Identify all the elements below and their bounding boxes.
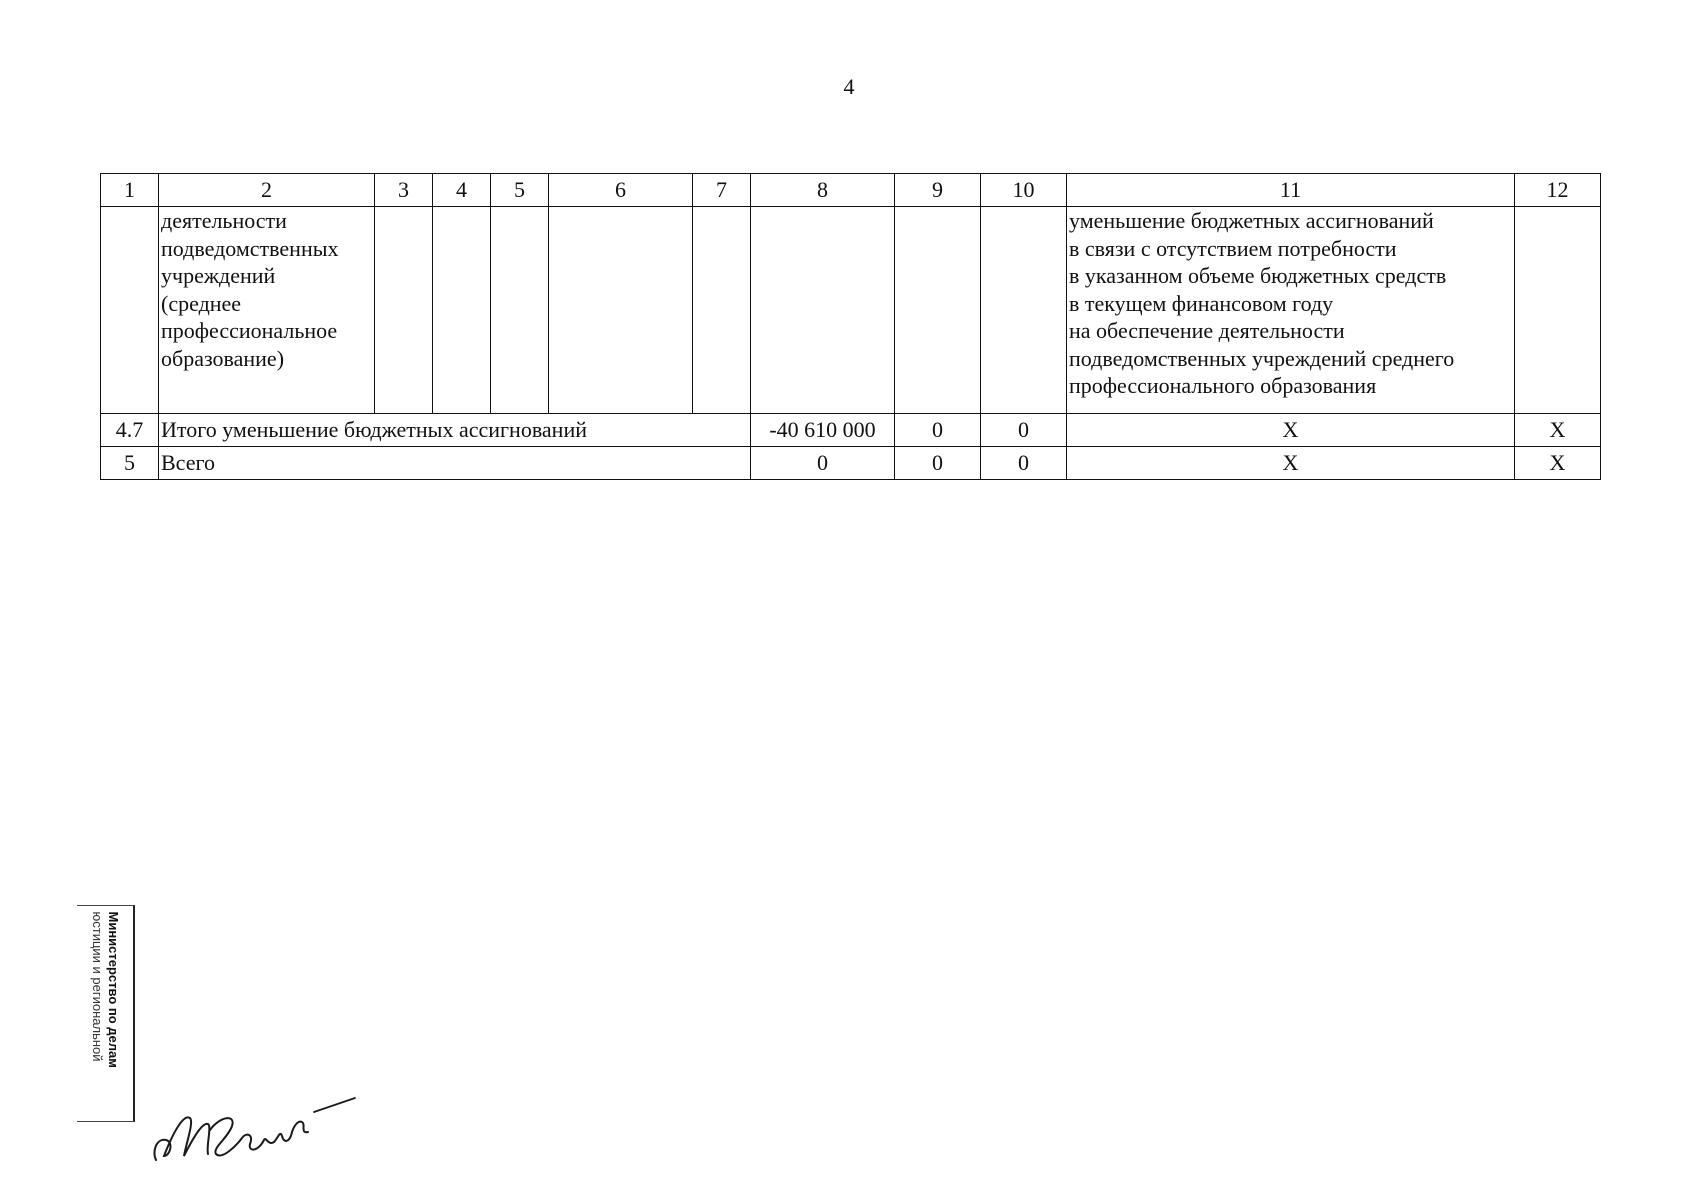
- cell-col8: [751, 207, 895, 414]
- cell-col12: [1515, 207, 1601, 414]
- row-number: 5: [101, 447, 159, 480]
- column-header-5: 5: [491, 174, 549, 207]
- description-line: образование): [161, 345, 285, 371]
- column-header-3: 3: [375, 174, 433, 207]
- description-line: подведомственных: [161, 235, 339, 261]
- cell-col10-amount: 0: [981, 447, 1067, 480]
- registration-stamp: [77, 905, 135, 1122]
- cell-col10: [981, 207, 1067, 414]
- cell-col7: [693, 207, 751, 414]
- budget-table: [100, 173, 1601, 480]
- cell-col4: [433, 207, 491, 414]
- column-header-7: 7: [693, 174, 751, 207]
- justification-line: в текущем финансовом году: [1069, 290, 1334, 316]
- description-line: (среднее: [161, 290, 242, 316]
- column-header-6: 6: [549, 174, 693, 207]
- column-header-2: 2: [159, 174, 375, 207]
- cell-col5: [491, 207, 549, 414]
- table-row-grand-total: [101, 447, 1601, 480]
- cell-col12-mark: Х: [1515, 414, 1601, 447]
- justification-line: профессионального образования: [1069, 373, 1377, 398]
- cell-col9: [895, 207, 981, 414]
- cell-col11-justification: [1067, 207, 1515, 414]
- column-header-1: 1: [101, 174, 159, 207]
- cell-col8-amount: -40 610 000: [751, 414, 895, 447]
- table-row-continuation: [101, 207, 1601, 414]
- description-line: профессиональное: [161, 318, 338, 343]
- column-header-8: 8: [751, 174, 895, 207]
- cell-col11-mark: Х: [1067, 414, 1515, 447]
- row-label: Итого уменьшение бюджетных ассигнований: [159, 414, 751, 447]
- justification-line: подведомственных учреждений среднего: [1069, 345, 1455, 371]
- cell-col2-description: [159, 207, 375, 414]
- column-header-9: 9: [895, 174, 981, 207]
- signature-icon: [150, 1060, 370, 1170]
- cell-col8-amount: 0: [751, 447, 895, 480]
- stamp-text: [89, 911, 121, 1116]
- justification-line: в связи с отсутствием потребности: [1069, 235, 1397, 261]
- cell-col10-amount: 0: [981, 414, 1067, 447]
- cell-col9-amount: 0: [895, 414, 981, 447]
- column-header-11: 11: [1067, 174, 1515, 207]
- handwritten-signature: [150, 1060, 370, 1170]
- cell-col3: [375, 207, 433, 414]
- stamp-line: юстиции и региональной: [90, 911, 105, 1062]
- row-label: Всего: [159, 447, 751, 480]
- column-header-4: 4: [433, 174, 491, 207]
- table-row-total-decrease: [101, 414, 1601, 447]
- column-header-10: 10: [981, 174, 1067, 207]
- column-header-12: 12: [1515, 174, 1601, 207]
- cell-col12-mark: Х: [1515, 447, 1601, 480]
- description-line: деятельности: [161, 208, 287, 233]
- justification-line: на обеспечение деятельности: [1069, 318, 1345, 343]
- row-number: 4.7: [101, 414, 159, 447]
- cell-col11-mark: Х: [1067, 447, 1515, 480]
- cell-col1: [101, 207, 159, 414]
- justification-line: уменьшение бюджетных ассигнований: [1069, 208, 1434, 233]
- stamp-line: Министерство по делам: [106, 911, 121, 1068]
- justification-line: в указанном объеме бюджетных средств: [1069, 263, 1447, 288]
- cell-col9-amount: 0: [895, 447, 981, 480]
- table-header-row: [101, 174, 1601, 207]
- cell-col6: [549, 207, 693, 414]
- page-number: 4: [843, 74, 855, 99]
- description-line: учреждений: [161, 263, 276, 288]
